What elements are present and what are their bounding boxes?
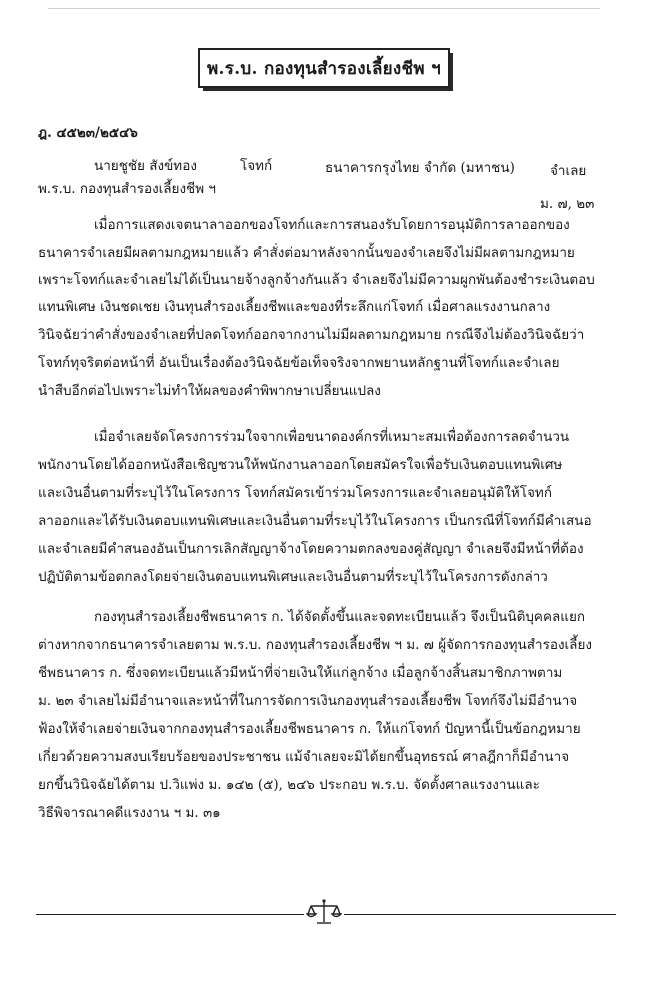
paragraph-2-line-2: พนักงานโดยได้ออกหนังสือเชิญชวนให้พนักงานลาออกโดยสมัครใจเพื่อรับเงินตอบแทนพิเศษ <box>38 457 563 473</box>
paragraph-2-line-6: ปฏิบัติตามข้อตกลงโดยจ่ายเงินตอบแทนพิเศษและเงินอื่นตามที่ระบุไว้ในโครงการดังกล่าว <box>38 569 548 585</box>
title-banner <box>198 48 454 92</box>
paragraph-3-line-4: ม. ๒๓ จำเลยไม่มีอำนาจและหน้าที่ในการจัดการเงินกองทุนสำรองเลี้ยงชีพ โจทก์จึงไม่มีอำนาจ <box>38 693 578 709</box>
page-top-border <box>48 8 600 9</box>
paragraph-1-line-7: นำสืบอีกต่อไปเพราะไม่ทำให้ผลของคำพิพากษาเปลี่ยนแปลง <box>38 383 381 399</box>
page-title: พ.ร.บ. กองทุนสำรองเลี้ยงชีพ ฯ <box>198 48 450 88</box>
paragraph-1-line-1: เมื่อการแสดงเจตนาลาออกของโจทก์และการสนองรับโดยการอนุมัติการลาออกของ <box>94 217 570 233</box>
paragraph-2-line-1: เมื่อจำเลยจัดโครงการร่วมใจจากเพื่อขนาดองค์กรที่เหมาะสมเพื่อต้องการลดจำนวน <box>94 429 570 445</box>
footer-rule-right <box>344 914 616 915</box>
paragraph-1-line-3: เพราะโจทก์และจำเลยไม่ได้เป็นนายจ้างลูกจ้างกันแล้ว จำเลยจึงไม่มีความผูกพันต้องชำระเงินตอบ <box>38 272 595 288</box>
paragraph-3-line-3: ชีพธนาคาร ก. ซึ่งจดทะเบียนแล้วมีหน้าที่จ่ายเงินให้แก่ลูกจ้าง เมื่อลูกจ้างสิ้นสมาชิกภาพตาม <box>38 665 563 681</box>
defendant-role: จำเลย <box>550 163 587 179</box>
paragraph-3-line-1: กองทุนสำรองเลี้ยงชีพธนาคาร ก. ได้จัดตั้งขึ้นและจดทะเบียนแล้ว จึงเป็นนิติบุคคลแยก <box>94 609 586 625</box>
paragraph-3-line-8: วิธีพิจารณาคดีแรงงาน ฯ ม. ๓๑ <box>38 805 221 821</box>
footer-rule-left <box>36 914 304 915</box>
paragraph-1-line-4: แทนพิเศษ เงินชดเชย เงินทุนสำรองเลี้ยงชีพและของที่ระลึกแก่โจทก์ เมื่อศาลแรงงานกลาง <box>38 299 551 315</box>
plaintiff-role: โจทก์ <box>240 158 273 174</box>
paragraph-2-line-4: ลาออกและได้รับเงินตอบแทนพิเศษและเงินอื่นตามที่ระบุไว้ในโครงการ เป็นกรณีที่โจทก์มีคำเสนอ <box>38 513 592 529</box>
section-reference: ม. ๗, ๒๓ <box>540 196 595 212</box>
paragraph-1-line-5: วินิจฉัยว่าคำสั่งของจำเลยที่ปลดโจทก์ออกจากงานไม่มีผลตามกฎหมาย กรณีจึงไม่ต้องวินิจฉัยว่า <box>38 327 585 343</box>
paragraph-3-line-6: เกี่ยวด้วยความสงบเรียบร้อยของประชาชน แม้จำเลยจะมิได้ยกขึ้นอุทธรณ์ ศาลฎีกาก็มีอำนาจ <box>38 749 570 765</box>
law-reference: พ.ร.บ. กองทุนสำรองเลี้ยงชีพ ฯ <box>38 181 216 197</box>
paragraph-3-line-2: ต่างหากจากธนาคารจำเลยตาม พ.ร.บ. กองทุนสำรองเลี้ยงชีพ ฯ ม. ๗ ผู้จัดการกองทุนสำรองเลี้ยง <box>38 637 592 653</box>
paragraph-1-line-2: ธนาคารจำเลยมีผลตามกฎหมายแล้ว คำสั่งต่อมาหลังจากนั้นของจำเลยจึงไม่มีผลตามกฎหมาย <box>38 245 575 261</box>
case-number: ฎ. ๔๕๒๓/๒๕๔๖ <box>38 125 138 141</box>
defendant-name: ธนาคารกรุงไทย จำกัด (มหาชน) <box>325 160 515 176</box>
paragraph-1-line-6: โจทก์ทุจริตต่อหน้าที่ อันเป็นเรื่องต้องวินิจฉัยข้อเท็จจริงจากพยานหลักฐานที่โจทก์และจำเลย <box>38 355 560 371</box>
plaintiff-name: นายชูชัย สังข์ทอง <box>94 158 197 174</box>
paragraph-3-line-7: ยกขึ้นวินิจฉัยได้ตาม ป.วิแพ่ง ม. ๑๔๒ (๕), ๒๔๖ ประกอบ พ.ร.บ. จัดตั้งศาลแรงงานและ <box>38 777 540 793</box>
paragraph-3-line-5: ฟ้องให้จำเลยจ่ายเงินจากกองทุนสำรองเลี้ยงชีพธนาคาร ก. ให้แก่โจทก์ ปัญหานี้เป็นข้อกฎหมาย <box>38 721 581 737</box>
paragraph-2-line-5: และจำเลยมีคำสนองอันเป็นการเลิกสัญญาจ้างโดยความตกลงของคู่สัญญา จำเลยจึงมีหน้าที่ต้อง <box>38 541 584 557</box>
scales-of-justice-icon <box>306 898 342 926</box>
paragraph-2-line-3: และเงินอื่นตามที่ระบุไว้ในโครงการ โจทก์สมัครเข้าร่วมโครงการและจำเลยอนุมัติให้โจทก์ <box>38 485 553 501</box>
